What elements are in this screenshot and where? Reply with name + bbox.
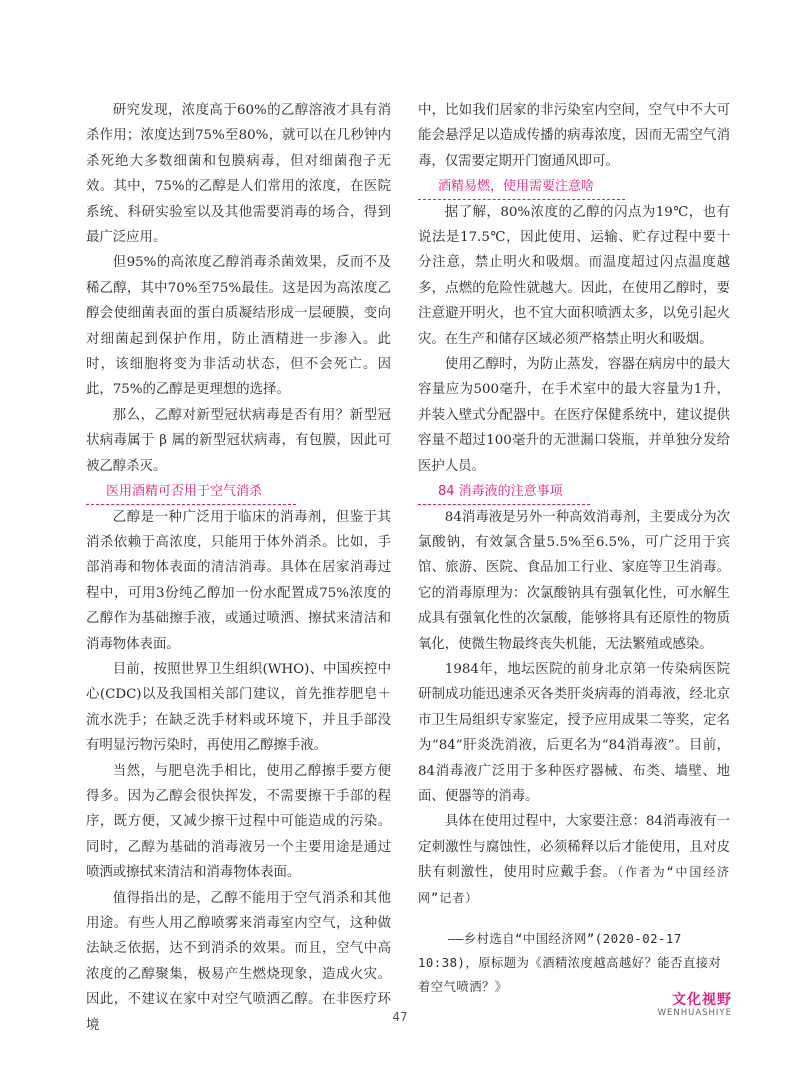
section-heading-text: 酒精易燃，使用需要注意啥 <box>438 179 595 195</box>
paragraph: 84消毒液是另外一种高效消毒剂，主要成分为次氯酸钠，有效氯含量5.5%至6.5%，可广泛用于宾馆、旅游、医院、食品加工行业、家庭等卫生消毒。它的消毒原理为：次氯酸钠具有强氧化性，可水解生成具有强氧化性的次氯酸，能够将具有还原性的物质氧化，使微生物最终丧失机能，无法繁殖或感染。 <box>418 509 730 652</box>
paragraph: 使用乙醇时，为防止蒸发，容器在病房中的最大容量应为500毫升，在手术室中的最大容量为1升，并装入壁式分配器中。在医疗保健系统中，建议提供容量不超过100毫升的无泄漏口袋瓶，并单独分发给医护人员。 <box>418 357 730 474</box>
section-heading <box>86 479 296 504</box>
section-heading-text: 医用酒精可否用于空气消杀 <box>106 484 263 500</box>
paragraph-text: 具体在使用过程中，大家要注意：84消毒液有一定刺激性与腐蚀性，必须稀释以后才能使用，且对皮肤有刺激性，使用时应戴手套。 <box>418 814 730 881</box>
paragraph: 值得指出的是，乙醇不能用于空气消杀和其他用途。有些人用乙醇喷雾来消毒室内空气，这种做法缺乏依据，达不到消杀的效果。而且，空气中高浓度的乙醇聚集，极易产生燃烧现象，造成火灾。因此，不建议在家中对空气喷洒乙醇。在非医疗环境 <box>86 890 391 1033</box>
source-text: ——乡村选自“中国经济网”(2020-02-17 10:38)，原标题为《酒精浓度越高越好？能否直接对着空气喷洒？》 <box>418 932 722 994</box>
paragraph: 目前，按照世界卫生组织(WHO)、中国疾控中心(CDC)以及我国相关部门建议，首先推荐肥皂＋流水洗手；在缺乏洗手材料或环境下，并且手部没有明显污物污染时，再使用乙醇擦手液。 <box>86 661 391 754</box>
heading-underline <box>86 504 296 505</box>
section-heading <box>418 174 625 199</box>
paragraph: 研究发现，浓度高于60%的乙醇溶液才具有消杀作用；浓度达到75%至80%，就可以在几秒钟内杀死绝大多数细菌和包膜病毒，但对细菌孢子无效。其中，75%的乙醇是人们常用的浓度，在医院系统、科研实验室以及其他需要消毒的场合，得到最广泛应用。 <box>86 103 391 246</box>
paragraph: 据了解，80%浓度的乙醇的闪点为19℃，也有说法是17.5℃，因此使用、运输、贮存过程中要十分注意，禁止明火和吸烟。而温度超过闪点温度越多，点燃的危险性就越大。因此，在使用乙醇时，要注意避开明火，也不宜大面积喷洒太多，以免引起火灾。在生产和储存区域必须严格禁止明火和吸烟。 <box>418 204 730 347</box>
paragraph: 乙醇是一种广泛用于临床的消毒剂，但鉴于其消杀依赖于高浓度，只能用于体外消杀。比如，手部消毒和物体表面的清洁消毒。具体在居家消毒过程中，可用3份纯乙醇加一份水配置成75%浓度的乙醇作为基础擦手液，或通过喷洒、擦拭来清洁和消毒物体表面。 <box>86 509 391 652</box>
author-note: （作者为“中国经济网”记者） <box>418 865 731 905</box>
heading-underline <box>418 504 590 505</box>
paragraph: 那么，乙醇对新型冠状病毒是否有用？新型冠状病毒属于 β 属的新型冠状病毒，有包膜，因此可被乙醇杀灭。 <box>86 407 391 474</box>
brand-name-en: WENHUASHIYE <box>657 1008 732 1018</box>
magazine-brand <box>658 992 732 1019</box>
right-column <box>418 98 730 999</box>
paragraph <box>418 809 730 911</box>
section-heading <box>418 479 590 504</box>
source-attribution <box>418 927 730 999</box>
left-column <box>86 98 391 1038</box>
paragraph: 但95%的高浓度乙醇消毒杀菌效果，反而不及稀乙醇，其中70%至75%最佳。这是因为高浓度乙醇会使细菌表面的蛋白质凝结形成一层硬膜，变向对细菌起到保护作用，防止酒精进一步渗入。此时，该细胞将变为非活动状态，但不会死亡。因此，75%的乙醇是更理想的选择。 <box>86 255 391 398</box>
heading-underline <box>418 199 625 200</box>
brand-name-cn: 文化视野 <box>672 992 732 1008</box>
paragraph: 1984年，地坛医院的前身北京第一传染病医院研制成功能迅速杀灭各类肝炎病毒的消毒液，经北京市卫生局组织专家鉴定，授予应用成果二等奖，定名为“84”肝炎洗消液，后更名为“84消毒液”。目前，84消毒液广泛用于多种医疗器械、布类、墙壁、地面、便器等的消毒。 <box>418 661 730 804</box>
paragraph-continuation: 中，比如我们居家的非污染室内空间，空气中不大可能会悬浮足以造成传播的病毒浓度，因而无需空气消毒，仅需要定期开门窗通风即可。 <box>418 103 730 169</box>
paragraph: 当然，与肥皂洗手相比，使用乙醇擦手要方便得多。因为乙醇会很快挥发，不需要擦干手部的程序，既方便，又减少擦干过程中可能造成的污染。同时，乙醇为基础的消毒液另一个主要用途是通过喷洒或擦拭来清洁和消毒物体表面。 <box>86 763 391 881</box>
page-number: 47 <box>392 1010 408 1024</box>
section-heading-text: 84 消毒液的注意事项 <box>438 484 563 500</box>
